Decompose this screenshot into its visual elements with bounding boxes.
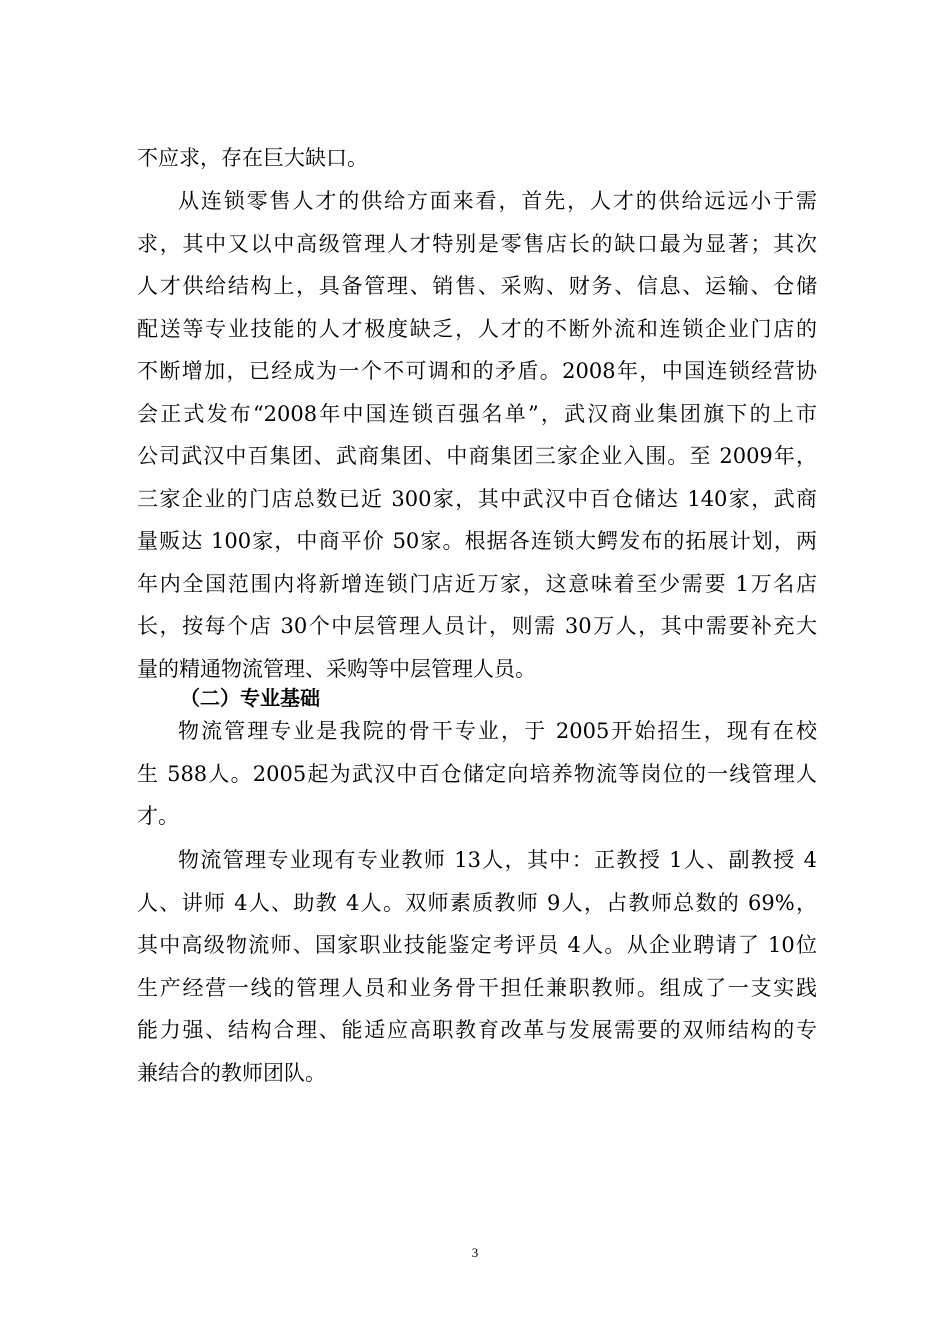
paragraph-line: 三家企业的门店总数已近 300家，其中武汉中百仓储达 140家，武商 [137, 487, 817, 511]
paragraph-line: 求，其中又以中高级管理人才特别是零售店长的缺口最为显著；其次 [137, 232, 817, 256]
paragraph-line: 年内全国范围内将新增连锁门店近万家，这意味着至少需要 1万名店 [137, 572, 817, 596]
paragraph-line: 人、讲师 4人、助教 4人。双师素质教师 9人，占教师总数的 69%， [137, 891, 817, 915]
paragraph-line: 配送等专业技能的人才极度缺乏，人才的不断外流和连锁企业门店的 [137, 317, 817, 341]
paragraph-line: 才。 [137, 804, 179, 828]
paragraph-line: 长，按每个店 30个中层管理人员计，则需 30万人，其中需要补充大 [137, 614, 817, 638]
paragraph-line: 能力强、结构合理、能适应高职教育改革与发展需要的双师结构的专 [137, 1018, 817, 1042]
paragraph-line: 量贩达 100家，中商平价 50家。根据各连锁大鳄发布的拓展计划，两 [137, 529, 817, 553]
paragraph-line: 其中高级物流师、国家职业技能鉴定考评员 4人。从企业聘请了 10位 [137, 933, 817, 957]
paragraph-line: 物流管理专业是我院的骨干专业，于 2005开始招生，现有在校 [178, 719, 817, 743]
paragraph-line: 会正式发布“2008年中国连锁百强名单”，武汉商业集团旗下的上市 [137, 402, 817, 426]
paragraph-line: 兼结合的教师团队。 [137, 1061, 326, 1085]
paragraph-line: 生产经营一线的管理人员和业务骨干担任兼职教师。组成了一支实践 [137, 976, 817, 1000]
paragraph-line: 不断增加，已经成为一个不可调和的矛盾。2008年，中国连锁经营协 [137, 359, 817, 383]
paragraph-line: 人才供给结构上，具备管理、销售、采购、财务、信息、运输、仓储 [137, 274, 817, 298]
paragraph-line: 不应求，存在巨大缺口。 [137, 146, 368, 170]
paragraph-line: 物流管理专业现有专业教师 13人，其中：正教授 1人、副教授 4 [178, 848, 817, 872]
section-heading: （二）专业基础 [180, 686, 320, 710]
paragraph-line: 量的精通物流管理、采购等中层管理人员。 [137, 657, 536, 681]
paragraph-line: 生 588人。2005起为武汉中百仓储定向培养物流等岗位的一线管理人 [137, 762, 817, 786]
paragraph-line: 从连锁零售人才的供给方面来看，首先，人才的供给远远小于需 [178, 189, 817, 213]
paragraph-line: 公司武汉中百集团、武商集团、中商集团三家企业入围。至 2009年， [137, 444, 817, 468]
page-number: 3 [471, 1245, 479, 1260]
